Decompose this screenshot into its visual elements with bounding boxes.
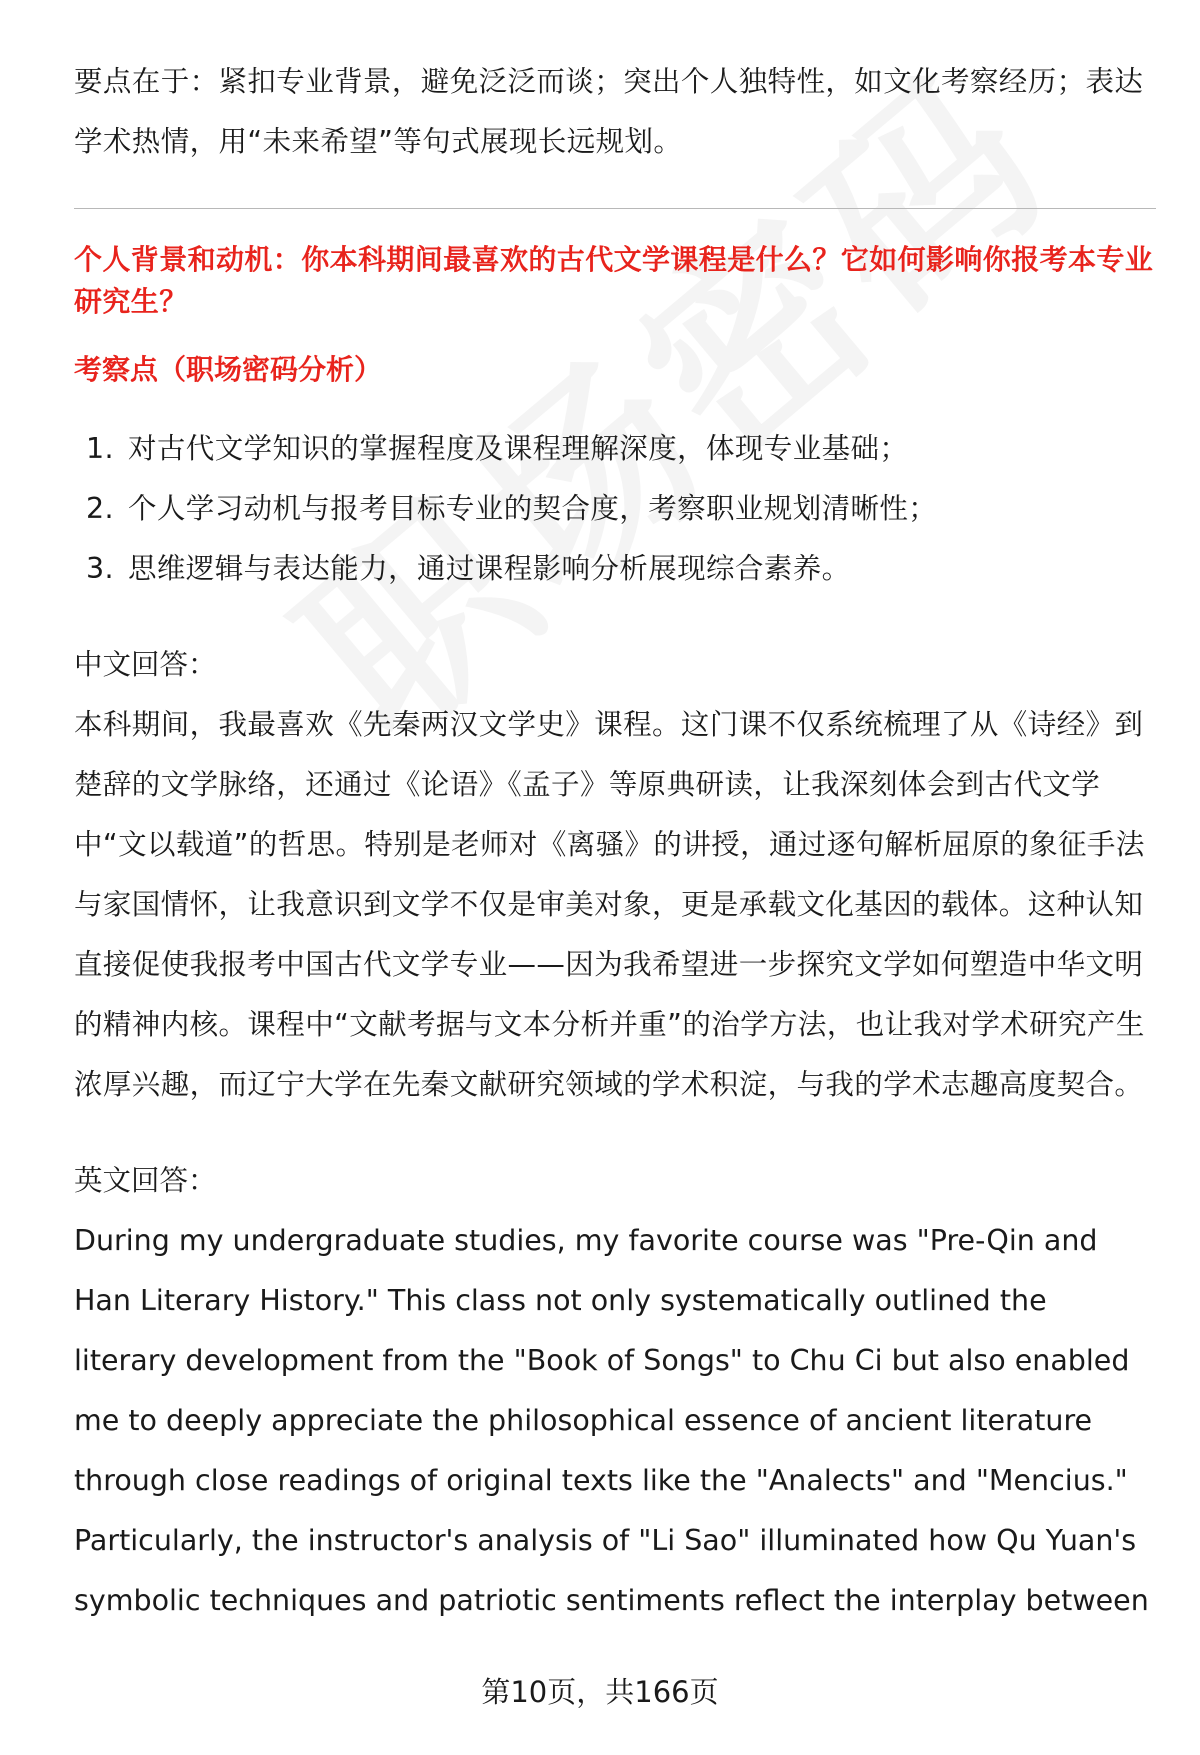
list-item bbox=[86, 419, 1156, 479]
question-heading: 个人背景和动机：你本科期间最喜欢的古代文学课程是什么？它如何影响你报考本专业研究生？ bbox=[74, 243, 1154, 318]
exam-points-title: 考察点（职场密码分析） bbox=[74, 353, 383, 386]
chinese-answer: 本科期间，我最喜欢《先秦两汉文学史》课程。这门课不仅系统梳理了从《诗经》到楚辞的文学脉络，还通过《论语》《孟子》等原典研读，让我深刻体会到古代文学中“文以载道”的哲思。特别是老师对《离骚》的讲授，通过逐句解析屈原的象征手法与家国情怀，让我意识到文学不仅是审美对象，更是承载文化基因的载体。这种认知直接促使我报考中国古代文学专业——因为我希望进一步探究文学如何塑造中华文明的精神内核。课程中“文献考据与文本分析并重”的治学方法，也让我对学术研究产生浓厚兴趣，而辽宁大学在先秦文献研究领域的学术积淀，与我的学术志趣高度契合。 bbox=[74, 708, 1145, 1101]
list-item bbox=[86, 539, 1156, 599]
intro-tip: 要点在于：紧扣专业背景，避免泛泛而谈；突出个人独特性，如文化考察经历；表达学术热情，用“未来希望”等句式展现长远规划。 bbox=[74, 65, 1144, 158]
document-body bbox=[74, 52, 1156, 1631]
section-divider bbox=[74, 208, 1156, 209]
list-item bbox=[86, 479, 1156, 539]
chinese-answer-label: 中文回答： bbox=[74, 648, 217, 681]
list-number: 3. bbox=[86, 552, 114, 585]
english-answer: During my undergraduate studies, my favorite course was "Pre-Qin and Han Literary History." This class not only systematically outlined the literary development from the "Book of Songs" to Chu Ci but also enabled me to deeply appreciate the philosophical essence of ancient literature through close readings of original texts like the "Analects" and "Mencius." Particularly, the instructor's analysis of "Li Sao" illuminated how Qu Yuan's symbolic techniques and patriotic sentiments reflect the interplay between bbox=[74, 1224, 1149, 1617]
page-footer: 第10页，共166页 bbox=[481, 1675, 719, 1709]
list-text: 个人学习动机与报考目标专业的契合度，考察职业规划清晰性； bbox=[128, 492, 938, 525]
list-number: 1. bbox=[86, 432, 114, 465]
list-text: 对古代文学知识的掌握程度及课程理解深度，体现专业基础； bbox=[128, 432, 909, 465]
list-number: 2. bbox=[86, 492, 114, 525]
exam-points-list bbox=[74, 419, 1156, 599]
english-answer-label: 英文回答： bbox=[74, 1164, 217, 1197]
list-text: 思维逻辑与表达能力，通过课程影响分析展现综合素养。 bbox=[128, 552, 851, 585]
